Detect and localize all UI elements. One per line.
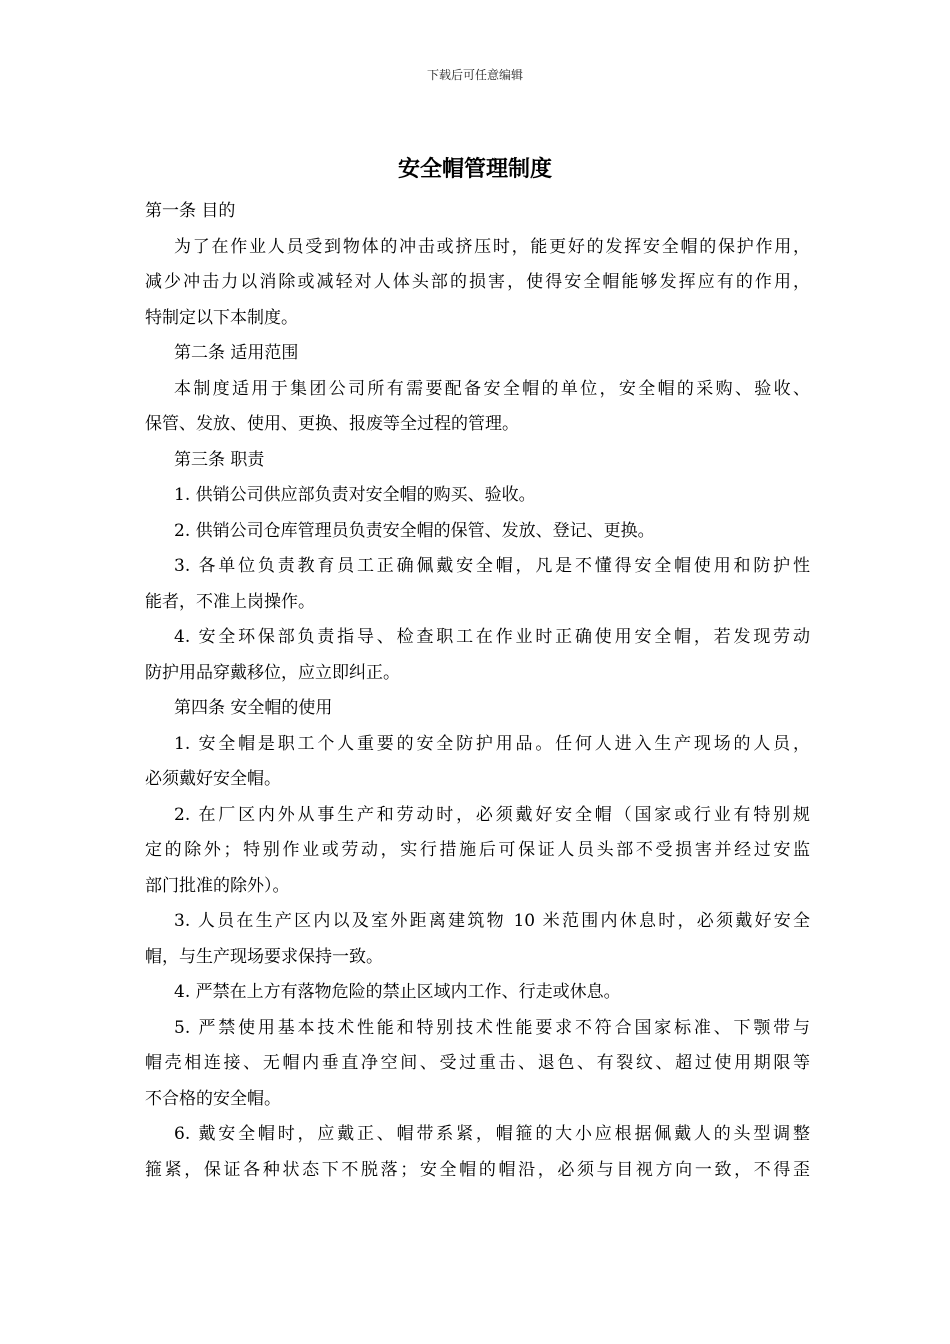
- document-title: 安全帽管理制度: [397, 156, 552, 182]
- text-line: 第一条 目的: [145, 201, 236, 221]
- text-line: 箍紧，保证各种状态下不脱落；安全帽的帽沿，必须与目视方向一致，不得歪: [145, 1159, 810, 1180]
- text-line: 1. 供销公司供应部负责对安全帽的购买、验收。: [174, 485, 536, 505]
- text-line: 部门批准的除外）。: [145, 875, 290, 896]
- text-line: 为了在作业人员受到物体的冲击或挤压时，能更好的发挥安全帽的保护作用，: [174, 236, 810, 257]
- text-line: 6. 戴安全帽时，应戴正、帽带系紧，帽箍的大小应根据佩戴人的头型调整: [174, 1124, 810, 1144]
- text-line: 不合格的安全帽。: [145, 1088, 281, 1109]
- text-line: 本制度适用于集团公司所有需要配备安全帽的单位，安全帽的采购、验收、: [174, 378, 810, 399]
- text-line: 3. 各单位负责教育员工正确佩戴安全帽，凡是不懂得安全帽使用和防护性: [174, 556, 810, 576]
- text-line: 3. 人员在生产区内以及室外距离建筑物 10 米范围内休息时，必须戴好安全: [174, 911, 810, 931]
- text-line: 第四条 安全帽的使用: [174, 698, 333, 718]
- text-line: 帽壳相连接、无帽内垂直净空间、受过重击、退色、有裂纹、超过使用期限等: [145, 1053, 810, 1073]
- text-line: 5. 严禁使用基本技术性能和特别技术性能要求不符合国家标准、下颚带与: [174, 1017, 810, 1038]
- text-line: 4. 严禁在上方有落物危险的禁止区域内工作、行走或休息。: [174, 982, 621, 1002]
- text-line: 必须戴好安全帽。: [145, 769, 281, 789]
- text-line: 定的除外；特别作业或劳动，实行措施后可保证人员头部不受损害并经过安监: [145, 840, 810, 860]
- text-line: 帽，与生产现场要求保持一致。: [145, 946, 383, 967]
- text-line: 2. 供销公司仓库管理员负责安全帽的保管、发放、登记、更换。: [174, 520, 655, 541]
- text-line: 防护用品穿戴移位，应立即纠正。: [145, 662, 400, 683]
- document-body: [145, 194, 810, 1188]
- text-line: 特制定以下本制度。: [145, 307, 298, 328]
- text-line: 第二条 适用范围: [174, 343, 299, 363]
- text-line: 第三条 职责: [174, 449, 265, 470]
- text-line: 4. 安全环保部负责指导、检查职工在作业时正确使用安全帽，若发现劳动: [174, 627, 810, 647]
- text-line: 保管、发放、使用、更换、报废等全过程的管理。: [145, 414, 519, 434]
- text-line: 2. 在厂区内外从事生产和劳动时，必须戴好安全帽（国家或行业有特别规: [174, 804, 810, 825]
- header-note: 下载后可任意编辑: [426, 68, 523, 82]
- text-line: 减少冲击力以消除或减轻对人体头部的损害，使得安全帽能够发挥应有的作用，: [145, 272, 810, 292]
- text-line: 能者，不准上岗操作。: [145, 591, 315, 612]
- text-line: 1. 安全帽是职工个人重要的安全防护用品。任何人进入生产现场的人员，: [174, 733, 810, 754]
